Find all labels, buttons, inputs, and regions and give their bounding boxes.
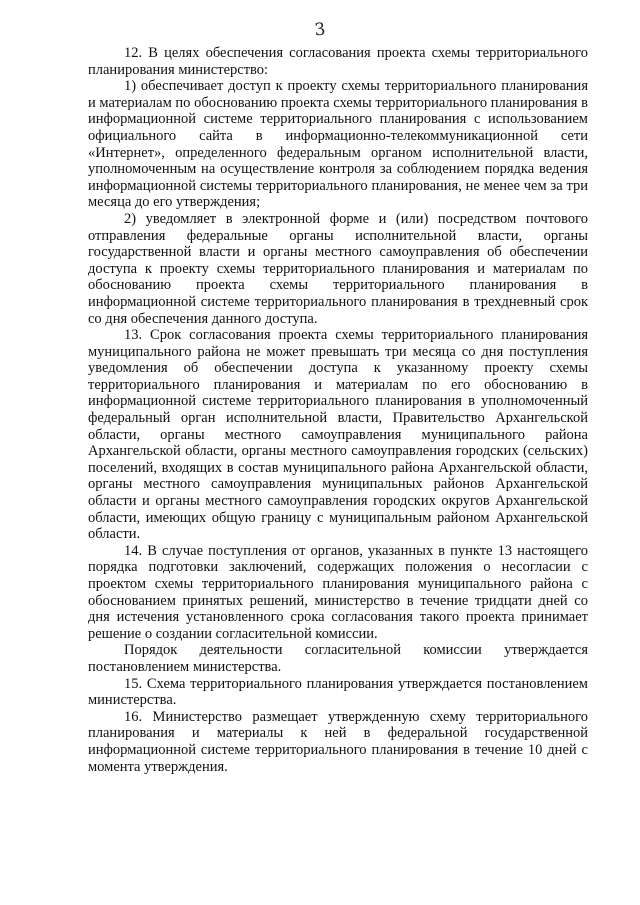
paragraph-12-1: 1) обеспечивает доступ к проекту схемы территориального планирования и материалам по обоснованию проекта схемы территориального планирования в информационной системе территориального планирования с использованием официального сайта в информационно-телекоммуникационной сети «Интернет», определенного федеральным органом исполнительной власти, уполномоченным на осуществление контроля за соблюдением порядка ведения информационной системы территориального планирования, не менее чем за три месяца до его утверждения; [88, 78, 588, 211]
paragraph-12-2: 2) уведомляет в электронной форме и (или) посредством почтового отправления федеральные органы исполнительной власти, органы государственной власти и органы местного самоуправления об обеспечении доступа к проекту схемы территориального планирования и материалам по обоснованию проекта схемы территориального планирования в информационной системе территориального планирования в трехдневный срок со дня обеспечения данного доступа. [88, 210, 588, 327]
document-body [88, 45, 588, 775]
paragraph-15: 15. Схема территориального планирования утверждается постановлением министерства. [88, 675, 588, 709]
paragraph-13: 13. Срок согласования проекта схемы территориального планирования муниципального района не может превышать три месяца со дня поступления уведомления об обеспечении доступа к указанному проекту схемы территориального планирования и материалам по его обоснованию в информационной системе территориального планирования в уполномоченный федеральный орган исполнительной власти, Правительство Архангельской области, органы местного самоуправления муниципального района Архангельской области, органы местного самоуправления городских (сельских) поселений, входящих в состав муниципального района Архангельской области, органы местного самоуправления муниципальных районов Архангельской области и органы местного самоуправления городских округов Архангельской области, имеющих общую границу с муниципальным районом Архангельской области. [88, 327, 588, 543]
paragraph-14: 14. В случае поступления от органов, указанных в пункте 13 настоящего порядка подготовки заключений, содержащих положения о несогласии с проектом схемы территориального планирования муниципального района с обоснованием принятых решений, министерство в течение тридцати дней со дня истечения установленного срока согласования такого проекта принимает решение о создании согласительной комиссии. [88, 542, 588, 642]
page-number: 3 [313, 19, 327, 41]
paragraph-14-commission: Порядок деятельности согласительной комиссии утверждается постановлением министерства. [88, 642, 588, 675]
paragraph-12: 12. В целях обеспечения согласования проекта схемы территориального планирования министерство: [88, 45, 588, 78]
paragraph-16: 16. Министерство размещает утвержденную схему территориального планирования и материалы к ней в федеральной государственной информационной системе территориального планирования в течение 10 дней с момента утверждения. [88, 708, 588, 775]
